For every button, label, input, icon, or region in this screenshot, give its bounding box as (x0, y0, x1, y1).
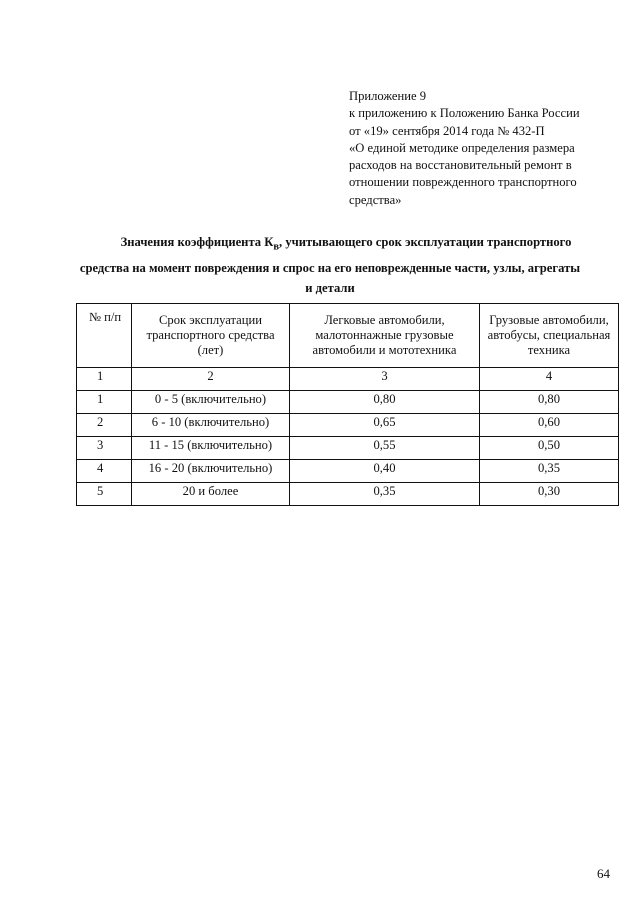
table-cell: 0,80 (480, 391, 619, 414)
heading-text: Значения коэффициента К (120, 235, 274, 249)
coefficient-table (76, 303, 619, 506)
header-trucks: Грузовые автомобили, автобусы, специальная техника (480, 304, 619, 368)
table-row (77, 483, 619, 506)
annex-line: Приложение 9 (349, 89, 427, 103)
table-cell: 11 - 15 (включительно) (132, 437, 290, 460)
heading-line-3: и детали (305, 280, 355, 295)
table-row (77, 437, 619, 460)
annex-line: расходов на восстановительный ремонт в (349, 158, 572, 173)
table-cell: 2 (132, 368, 290, 391)
table-header-row (77, 304, 619, 368)
table-cell: 0,40 (290, 460, 480, 483)
annex-line: от «19» сентября 2014 года № 432-П (349, 123, 545, 138)
table-cell: 0,35 (480, 460, 619, 483)
table-cell: 0,30 (480, 483, 619, 506)
header-service-life: Срок эксплуатации транспортного средства (лет) (132, 304, 290, 368)
table-cell: 2 (77, 414, 132, 437)
document-heading (70, 232, 590, 298)
header-number: № п/п (77, 304, 132, 368)
table-cell: 16 - 20 (включительно) (132, 460, 290, 483)
annex-line: «О единой методике определения размера (349, 140, 575, 155)
annex-line: средства» (349, 192, 402, 207)
annex-line: отношении поврежденного транспортного (349, 175, 577, 190)
table-cell: 1 (77, 368, 132, 391)
table-cell: 3 (290, 368, 480, 391)
table-cell: 0,50 (480, 437, 619, 460)
table-numbering-row (77, 368, 619, 391)
table-cell: 0 - 5 (включительно) (132, 391, 290, 414)
header-passenger-cars: Легковые автомобили, малотоннажные грузовые автомобили и мототехника (290, 304, 480, 368)
table-row (77, 414, 619, 437)
table-row (77, 391, 619, 414)
table-cell: 0,55 (290, 437, 480, 460)
table-cell: 0,65 (290, 414, 480, 437)
table-cell: 20 и более (132, 483, 290, 506)
annex-reference (349, 88, 609, 209)
annex-line: к приложению к Положению Банка России (349, 106, 580, 121)
table-cell: 0,80 (290, 391, 480, 414)
page-number: 64 (597, 866, 610, 881)
heading-line-2: средства на момент повреждения и спрос на его неповрежденные части, узлы, агрегаты (79, 260, 581, 275)
heading-text: , учитывающего срок эксплуатации транспортного (279, 235, 572, 249)
table-cell: 0,35 (290, 483, 480, 506)
table-cell: 0,60 (480, 414, 619, 437)
table-cell: 5 (77, 483, 132, 506)
heading-subscript: в (273, 241, 280, 253)
table-cell: 3 (77, 437, 132, 460)
table-cell: 1 (77, 391, 132, 414)
heading-line-1 (70, 232, 590, 258)
table-cell: 4 (77, 460, 132, 483)
table-cell: 6 - 10 (включительно) (132, 414, 290, 437)
table-row (77, 460, 619, 483)
table-cell: 4 (480, 368, 619, 391)
